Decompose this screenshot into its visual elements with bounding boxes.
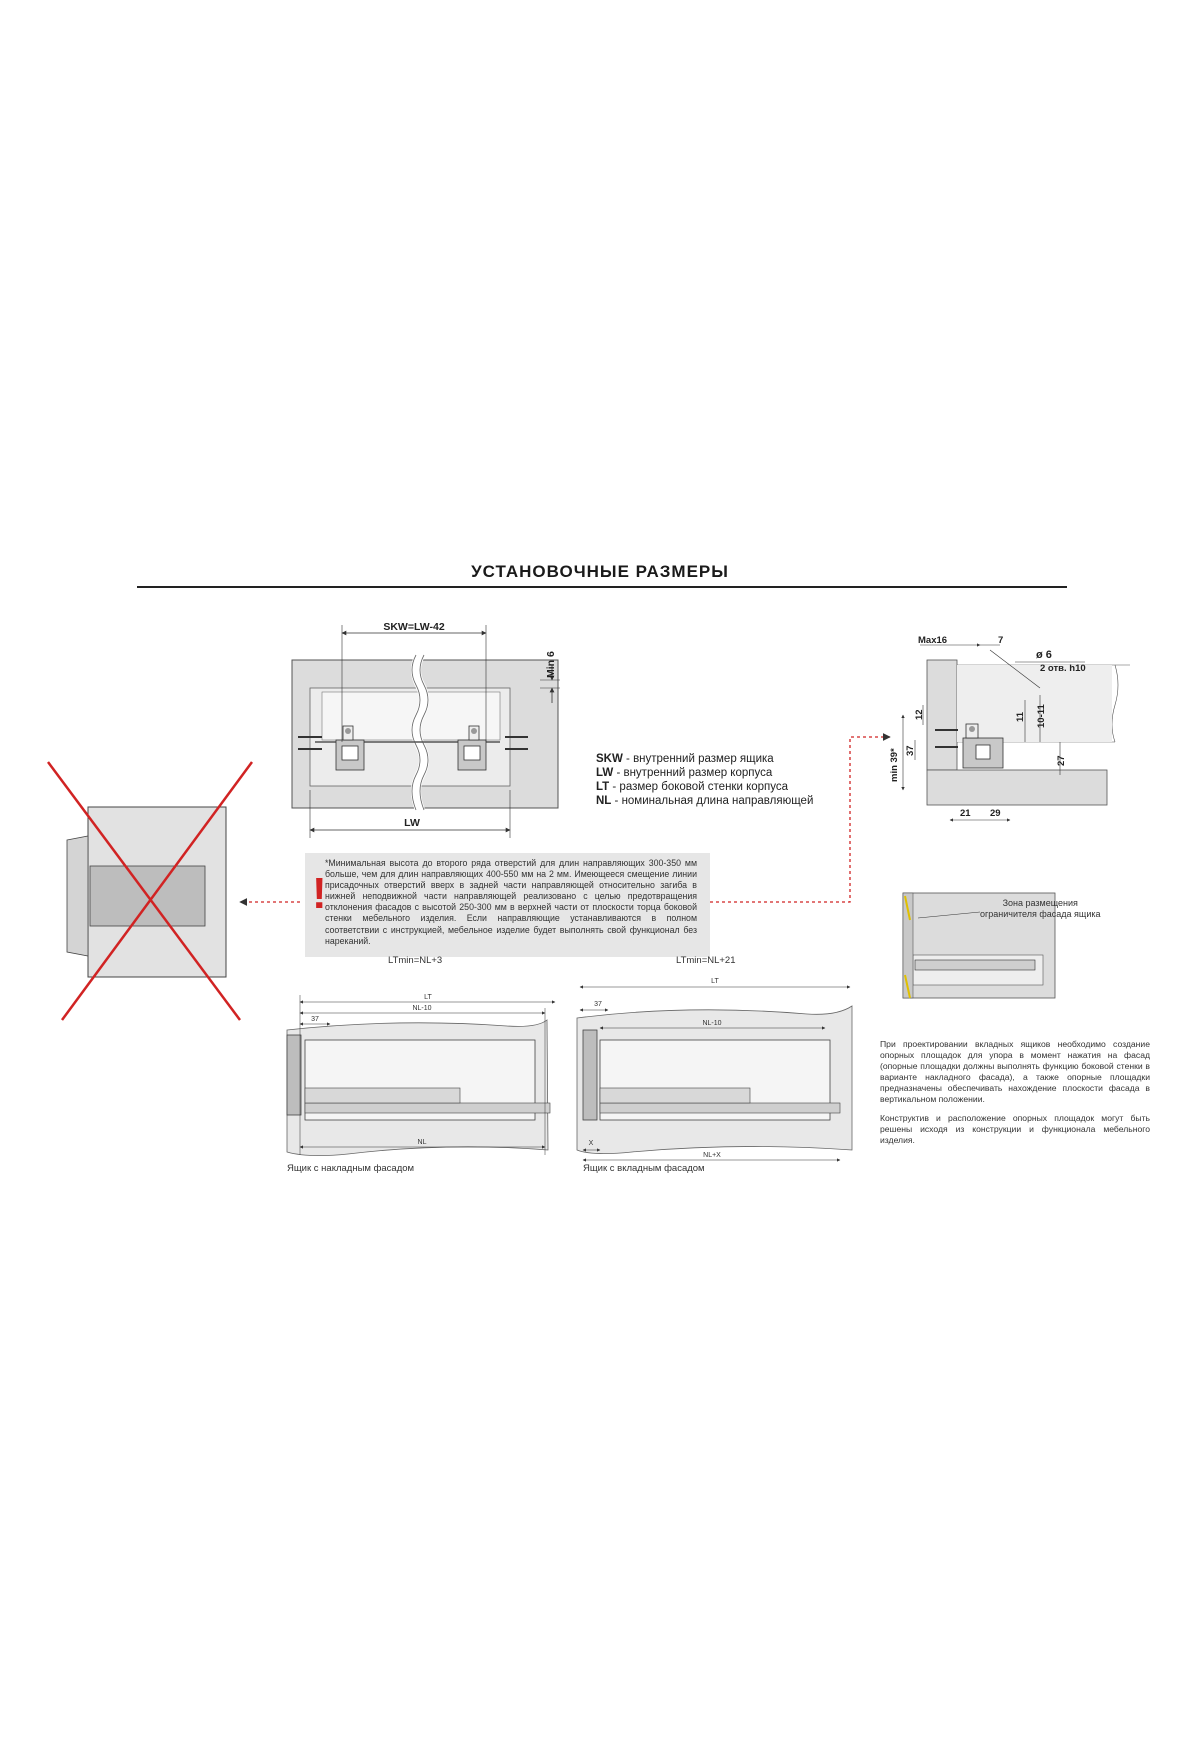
- skw-label: SKW=LW-42: [383, 621, 445, 633]
- right-lt-label: LT: [711, 978, 719, 985]
- mounting-detail: [903, 645, 1130, 820]
- left-37-label: 37: [311, 1016, 319, 1023]
- diameter-label: ø 6: [1036, 649, 1052, 661]
- warning-text: *Минимальная высота до второго ряда отверстий для длин направляющих 300-350 мм больше, чем для длин направляющих 400-550 мм на 2 мм. Имеющееся смещение линии присадочных отверстий вверх в задней части направляющей относительно загиба в нижней неподвижной части направляющей реализовано с целью предотвращения отклонения фасадов с высотой 250-300 мм в верхней части от плоскости торца боковой стенки мебельного изделия. Если направляющие устанавливаются в полном соответствии с инструкцией, мебельное изделие будет выполнять свой функционал без нареканий.: [325, 858, 697, 946]
- legend-item-lt: LT - размер боковой стенки корпуса: [596, 781, 789, 793]
- side-note-paragraph-1: При проектировании вкладных ящиков необходимо создание опорных площадок для упора в момент нажатия на фасад (опорные площадки должны выполнять функцию боковой стенки в варианте накладного фасада), а также опорные площадки предназначены обеспечивать нахождение плоскости фасада в вертикальном положении.: [880, 1039, 1150, 1104]
- min39-label: min 39*: [889, 748, 900, 782]
- right-nl10-label: NL-10: [702, 1020, 722, 1027]
- dim-21-label: 21: [960, 808, 971, 819]
- dim-7-label: 7: [998, 635, 1004, 646]
- dim-37-label: 37: [905, 745, 916, 756]
- dim-10-11-label: 10-11: [1036, 704, 1047, 728]
- left-nl-label: NL: [417, 1139, 427, 1146]
- side-note-paragraph-2: Конструктив и расположение опорных площадок могут быть решены исходя из конструкции и функционала мебельного изделия.: [880, 1113, 1150, 1145]
- side-note: [880, 1039, 1150, 1154]
- dim-11-label: 11: [1015, 711, 1026, 722]
- dim-27-label: 27: [1056, 755, 1067, 766]
- cabinet-cross-section: [292, 625, 560, 838]
- left-nl10-label: NL-10: [412, 1005, 432, 1012]
- legend-item-skw: SKW - внутренний размер ящика: [596, 753, 774, 765]
- legend-item-lw: LW - внутренний размер корпуса: [596, 767, 773, 779]
- warning-icon: !: [312, 869, 327, 918]
- overlay-drawer-drawing: [287, 995, 555, 1156]
- min6-label: Min 6: [545, 651, 557, 678]
- left-drawer-caption: Ящик с накладным фасадом: [287, 1163, 415, 1174]
- inset-drawer-drawing: [577, 987, 852, 1160]
- lw-label: LW: [404, 817, 420, 829]
- left-lt-label: LT: [424, 994, 432, 1001]
- dim-12-label: 12: [914, 709, 925, 720]
- page-title: УСТАНОВОЧНЫЕ РАЗМЕРЫ: [471, 562, 729, 581]
- dim-29-label: 29: [990, 808, 1001, 819]
- right-x-label: X: [588, 1140, 594, 1147]
- right-nlx-label: NL+X: [703, 1152, 721, 1159]
- left-formula: LTmin=NL+3: [388, 955, 443, 966]
- holes-label: 2 отв. h10: [1040, 663, 1086, 674]
- incorrect-installation-illustration: [48, 762, 252, 1020]
- zone-label: Зона размещения ограничителя фасада ящика: [980, 898, 1101, 919]
- right-formula: LTmin=NL+21: [676, 955, 736, 966]
- right-drawer-caption: Ящик с вкладным фасадом: [583, 1163, 705, 1174]
- legend: [596, 752, 813, 808]
- max16-label: Max16: [918, 635, 948, 646]
- right-37-label: 37: [594, 1001, 602, 1008]
- legend-item-nl: NL - номинальная длина направляющей: [596, 795, 814, 807]
